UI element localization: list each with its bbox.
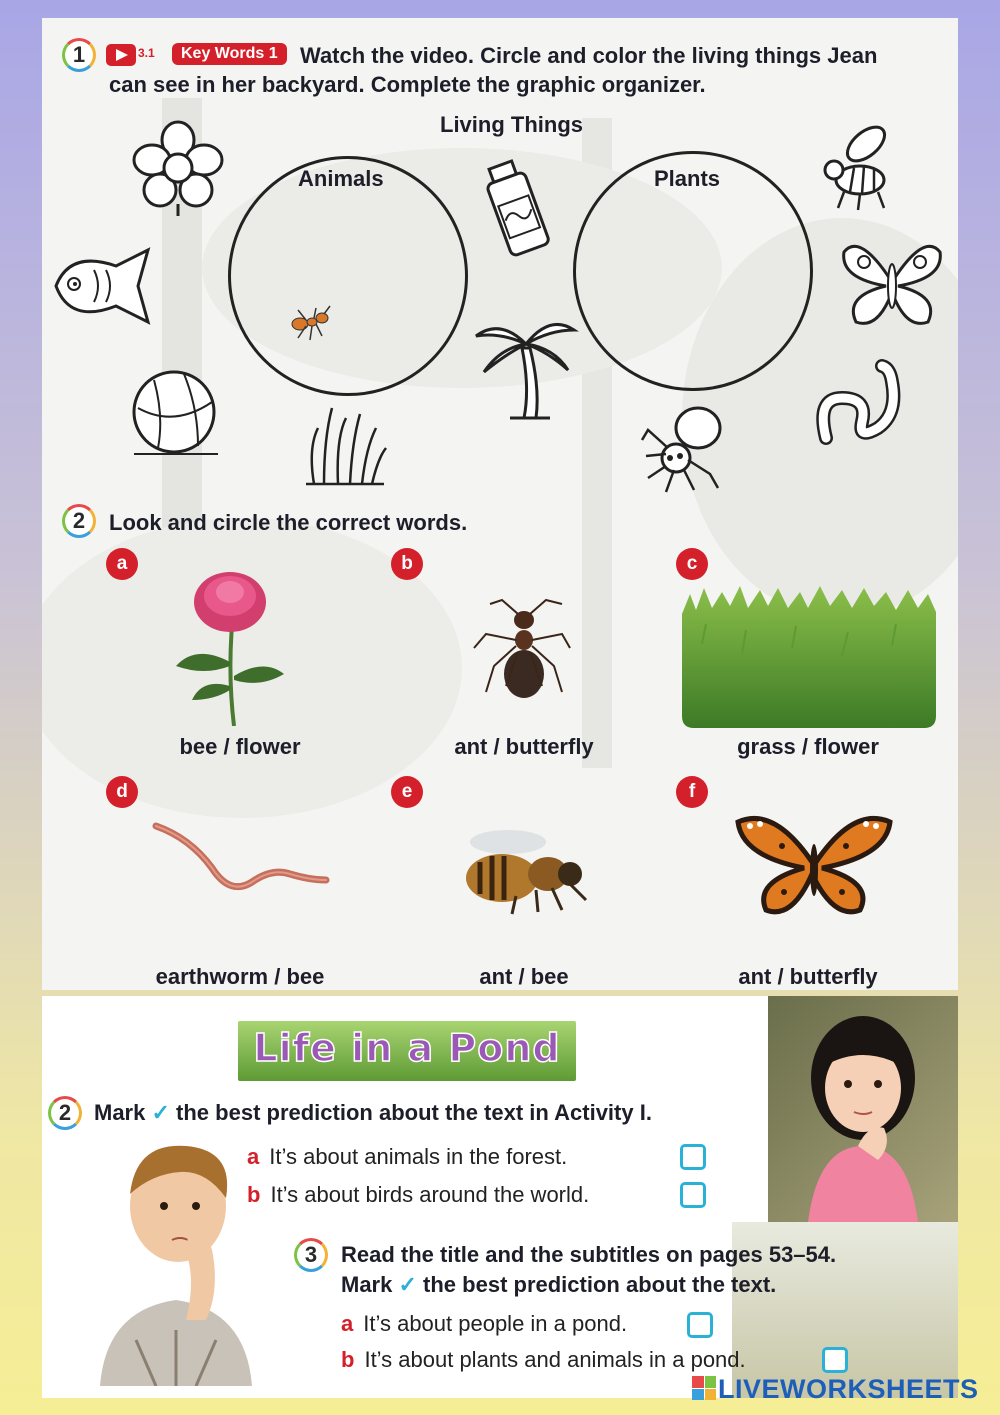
item-a-choice[interactable]: bee / flower (179, 734, 301, 759)
key-words-badge: Key Words 1 (172, 43, 287, 65)
flower-outline-icon[interactable] (130, 118, 226, 218)
q3-option-b-checkbox[interactable] (822, 1347, 848, 1373)
q3-line1: Read the title and the subtitles on pages 53–54. (341, 1242, 837, 1267)
activity-2-instruction: Look and circle the correct words. (109, 510, 468, 535)
q2-option-a-text: It’s about animals in the forest. (269, 1144, 568, 1169)
play-video-icon[interactable] (106, 44, 136, 66)
q3-option-a-text: It’s about people in a pond. (363, 1311, 628, 1336)
q3-option-a (341, 1311, 627, 1337)
q3-option-b (341, 1347, 746, 1373)
activity-1-instruction-line1: Watch the video. Circle and color the living things Jean (300, 43, 878, 68)
liveworksheets-brand[interactable]: LIVEWORKSHEETS (718, 1374, 979, 1404)
activity-1-number: 1 (62, 38, 96, 72)
girl-thinking-photo (768, 996, 958, 1222)
item-a-tag: a (106, 548, 138, 580)
q3-line2 (341, 1270, 776, 1299)
item-d-choice[interactable]: earthworm / bee (155, 964, 325, 989)
q2-text-after: the best prediction about the text in Activity I. (176, 1100, 652, 1125)
q2-option-b-text: It’s about birds around the world. (270, 1182, 590, 1207)
fish-outline-icon[interactable] (50, 240, 154, 330)
q2-instruction (94, 1098, 652, 1127)
item-c-tag: c (676, 548, 708, 580)
q3-option-b-text: It’s about plants and animals in a pond. (364, 1347, 746, 1372)
flower-photo (168, 566, 288, 726)
ball-outline-icon[interactable] (128, 368, 224, 458)
worksheet-bottom (42, 996, 958, 1398)
item-e-choice[interactable]: ant / bee (479, 964, 569, 989)
plants-label: Plants (654, 166, 721, 191)
ant-colored-icon[interactable] (286, 302, 334, 344)
q3-option-b-letter: b (341, 1347, 355, 1372)
spider-outline-icon[interactable] (638, 400, 728, 496)
organizer-title: Living Things (440, 112, 583, 137)
worm-outline-icon[interactable] (812, 358, 908, 448)
q2-text-before: Mark (94, 1100, 146, 1125)
q3-option-a-checkbox[interactable] (687, 1312, 713, 1338)
q3-text-before: Mark (341, 1272, 393, 1297)
activity-1-instruction-line2: can see in her backyard. Complete the graphic organizer. (109, 72, 706, 97)
earthworm-photo (150, 818, 334, 898)
q3-text-after: the best prediction about the text. (423, 1272, 777, 1297)
checkmark-icon: ✓ (151, 1100, 170, 1125)
checkmark-icon: ✓ (398, 1272, 417, 1297)
q2-option-a-checkbox[interactable] (680, 1144, 706, 1170)
q2-number: 2 (48, 1096, 82, 1130)
item-f-tag: f (676, 776, 708, 808)
item-b-choice[interactable]: ant / butterfly (454, 734, 594, 759)
item-e-tag: e (391, 776, 423, 808)
butterfly-outline-icon[interactable] (840, 232, 944, 332)
activity-2-number: 2 (62, 504, 96, 538)
item-b-tag: b (391, 548, 423, 580)
q2-option-b-letter: b (247, 1182, 261, 1207)
item-c-choice[interactable]: grass / flower (737, 734, 879, 759)
q2-option-b-checkbox[interactable] (680, 1182, 706, 1208)
butterfly-photo (734, 812, 894, 920)
q3-option-a-letter: a (341, 1311, 354, 1336)
boy-thinking-photo (96, 1140, 256, 1386)
item-f-choice[interactable]: ant / butterfly (738, 964, 878, 989)
bottle-outline-icon[interactable] (482, 158, 552, 258)
q2-option-b (247, 1182, 589, 1208)
animals-label: Animals (298, 166, 384, 191)
ant-photo (466, 596, 576, 706)
q2-option-a-letter: a (247, 1144, 260, 1169)
pond-title: Life in a Pond (253, 1026, 561, 1070)
q2-option-a (247, 1144, 567, 1170)
animals-circle[interactable] (228, 156, 468, 396)
video-code: 3.1 (138, 46, 155, 60)
item-d-tag: d (106, 776, 138, 808)
worksheet-top (42, 18, 958, 990)
q3-number: 3 (294, 1238, 328, 1272)
grass-photo (682, 584, 936, 728)
liveworksheets-logo-icon (692, 1376, 716, 1400)
palm-tree-outline-icon[interactable] (470, 308, 580, 423)
bee-outline-icon[interactable] (820, 114, 912, 214)
bee-photo (456, 826, 592, 916)
grass-outline-icon[interactable] (300, 398, 390, 490)
